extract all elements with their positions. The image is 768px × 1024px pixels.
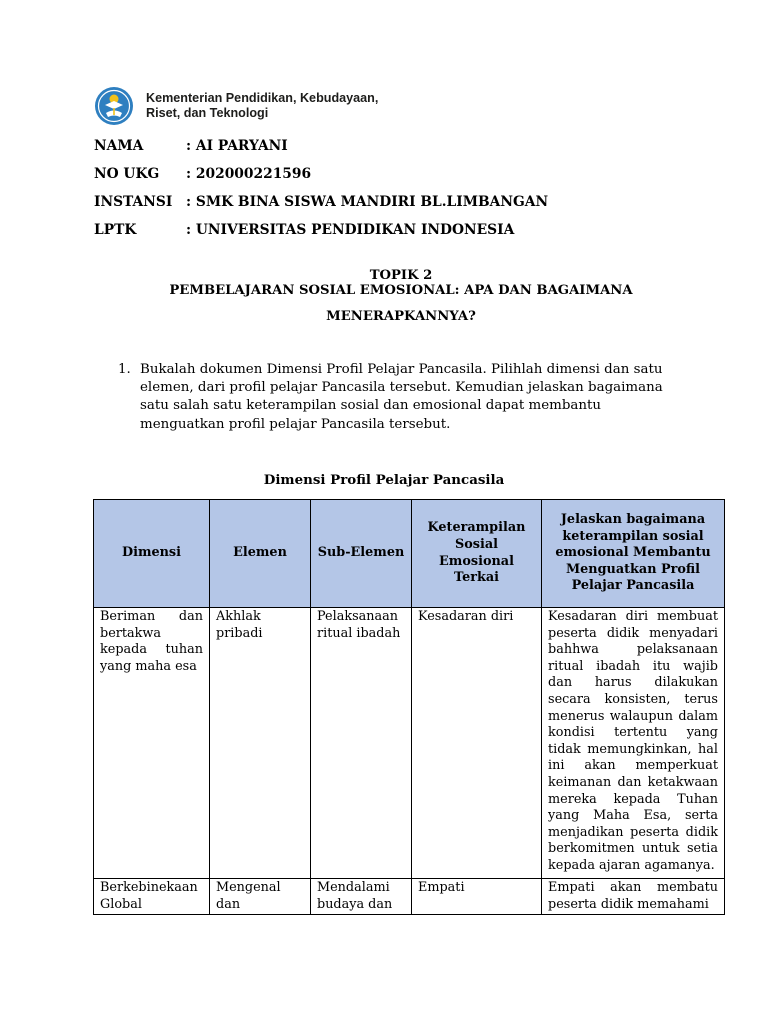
ministry-name-line2: Riset, dan Teknologi	[146, 106, 269, 120]
header-penjelasan: Jelaskan bagaimana keterampilan sosial emosional Membantu Menguatkan Profil Pelajar Pancasila	[542, 500, 725, 608]
question-text: Bukalah dokumen Dimensi Profil Pelajar Pancasila. Pilihlah dimensi dan satu elemen, dari profil pelajar Pancasila tersebut. Kemudian jelaskan bagaimana satu salah satu keterampilan sosial dan emosional dapat membantu menguatkan profil pelajar Pancasila tersebut.	[140, 362, 663, 432]
ministry-logo-icon	[94, 86, 134, 126]
question-item	[118, 361, 678, 434]
cell-dimensi: Berkebinekaan Global	[94, 879, 210, 915]
table-title: Dimensi Profil Pelajar Pancasila	[263, 472, 505, 488]
topic-heading	[94, 268, 708, 324]
table-row	[94, 879, 725, 915]
identity-row-nama	[94, 138, 548, 166]
identity-label: INSTANSI	[94, 194, 173, 210]
topic-title-line1: PEMBELAJARAN SOSIAL EMOSIONAL: APA DAN BAGAIMANA	[169, 283, 633, 298]
cell-sub-elemen: Pelaksanaan ritual ibadah	[311, 608, 412, 879]
table-header-row	[94, 500, 725, 608]
dimension-table	[93, 499, 725, 915]
identity-value: : AI PARYANI	[186, 138, 288, 154]
identity-block	[94, 138, 548, 250]
identity-row-instansi	[94, 194, 548, 222]
cell-elemen: Akhlak pribadi	[210, 608, 311, 879]
header-elemen: Elemen	[210, 500, 311, 608]
cell-penjelasan: Kesadaran diri membuat peserta didik menyadari bahhwa pelaksanaan ritual ibadah itu wajib dan harus dilakukan secara konsisten, terus menerus walaupun dalam kondisi tertentu yang tidak memungkinkan, hal ini akan memperkuat keimanan dan ketakwaan mereka kepada Tuhan yang Maha Esa, serta menjadikan peserta didik berkomitmen untuk setia kepada ajaran agamanya.	[542, 608, 725, 879]
ministry-name	[146, 91, 378, 121]
cell-keterampilan: Kesadaran diri	[412, 608, 542, 879]
cell-elemen: Mengenal dan	[210, 879, 311, 915]
cell-penjelasan: Empati akan membatu peserta didik memahami	[542, 879, 725, 915]
topic-number: TOPIK 2	[369, 268, 433, 283]
identity-value: : SMK BINA SISWA MANDIRI BL.LIMBANGAN	[186, 194, 549, 210]
letterhead	[94, 86, 378, 126]
table-row	[94, 608, 725, 879]
header-sub-elemen: Sub-Elemen	[311, 500, 412, 608]
question-number: 1.	[118, 362, 131, 377]
identity-row-no-ukg	[94, 166, 548, 194]
ministry-name-line1: Kementerian Pendidikan, Kebudayaan,	[146, 91, 379, 105]
header-keterampilan: Keterampilan Sosial Emosional Terkai	[412, 500, 542, 608]
identity-value: : UNIVERSITAS PENDIDIKAN INDONESIA	[186, 222, 515, 238]
cell-dimensi: Beriman dan bertakwa kepada tuhan yang maha esa	[94, 608, 210, 879]
cell-keterampilan: Empati	[412, 879, 542, 915]
identity-label: NO UKG	[94, 166, 160, 182]
identity-value: : 202000221596	[186, 166, 312, 182]
topic-title-line2: MENERAPKANNYA?	[326, 309, 476, 324]
header-dimensi: Dimensi	[94, 500, 210, 608]
identity-label: NAMA	[94, 138, 144, 154]
cell-sub-elemen: Mendalami budaya dan	[311, 879, 412, 915]
identity-row-lptk	[94, 222, 548, 250]
identity-label: LPTK	[94, 222, 137, 238]
